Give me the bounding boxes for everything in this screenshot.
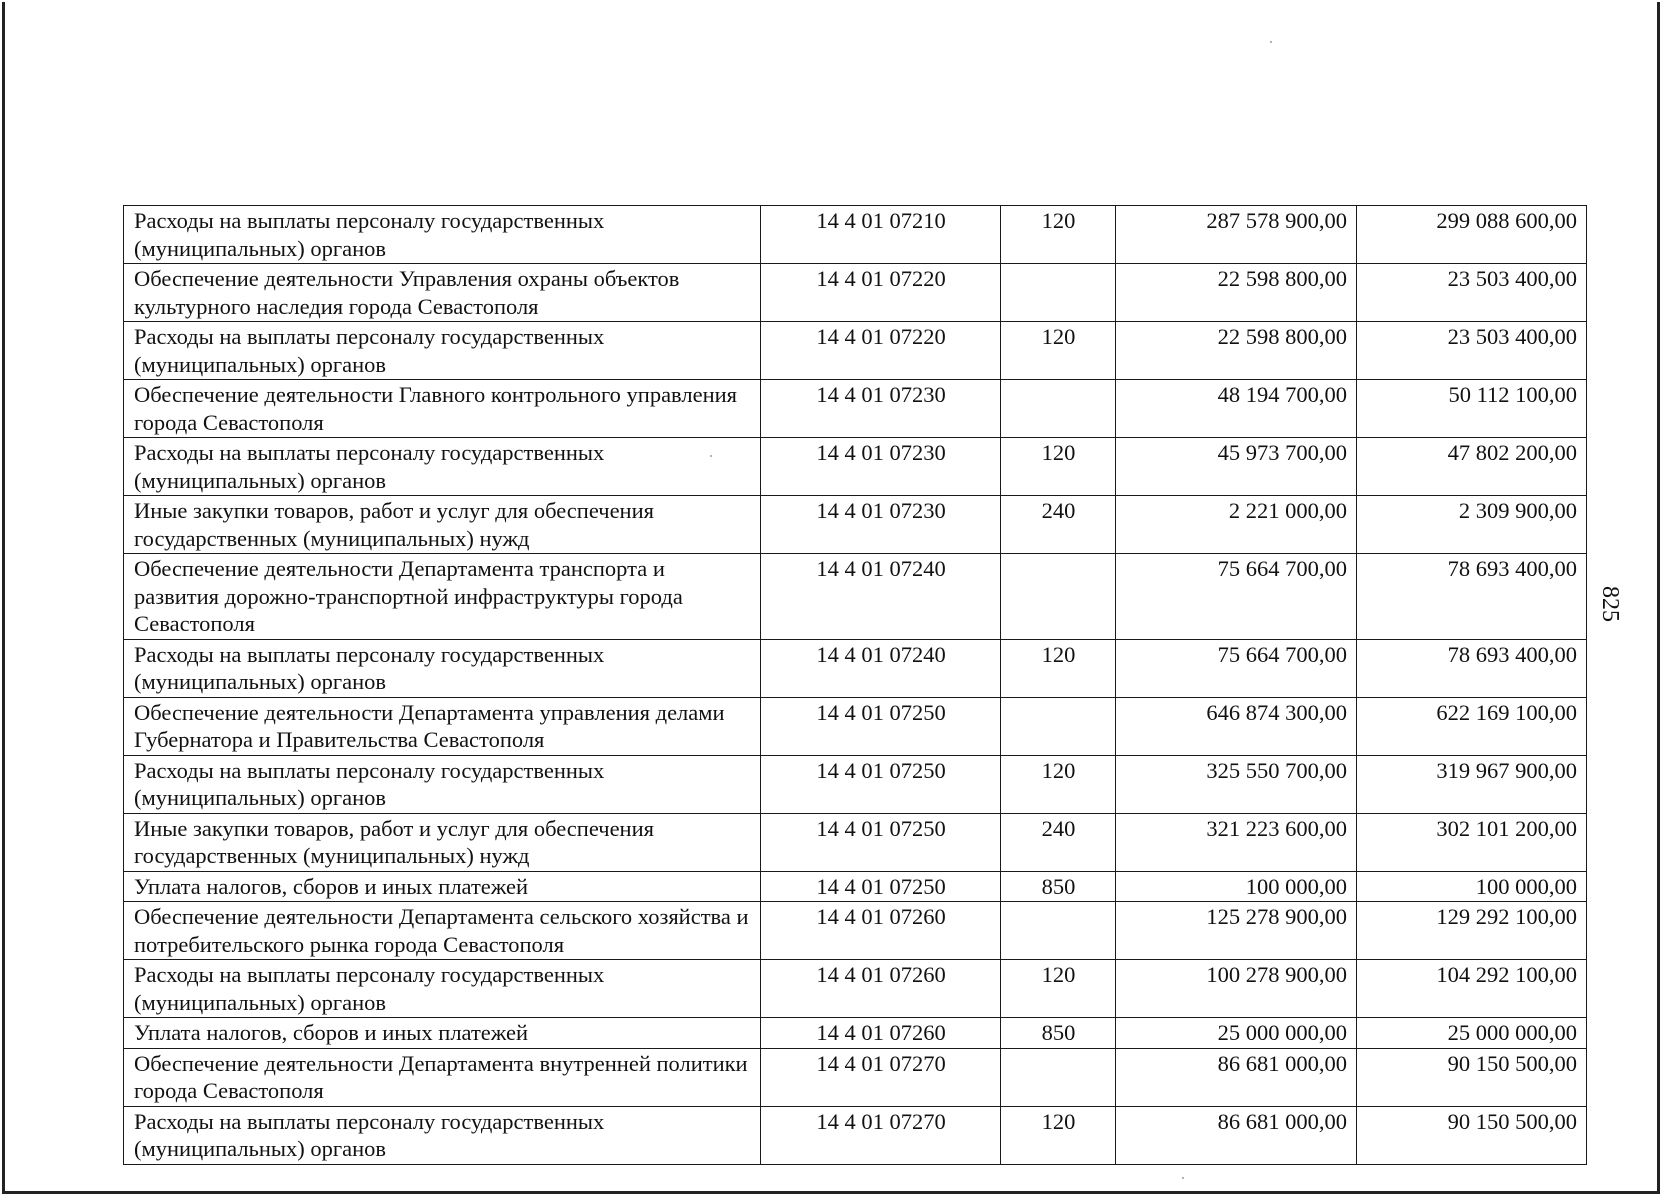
row-name-cell: Расходы на выплаты персоналу государственных (муниципальных) органов (124, 1106, 761, 1164)
row-amount-year2-cell: 2 309 900,00 (1357, 496, 1587, 554)
row-csr-cell: 14 4 01 07230 (761, 496, 1001, 554)
row-csr-cell: 14 4 01 07250 (761, 871, 1001, 902)
row-csr-cell: 14 4 01 07260 (761, 960, 1001, 1018)
row-name-cell: Расходы на выплаты персоналу государственных (муниципальных) органов (124, 206, 761, 264)
table-row (124, 1106, 1587, 1164)
row-name-cell: Иные закупки товаров, работ и услуг для обеспечения государственных (муниципальных) нужд (124, 813, 761, 871)
budget-table (123, 205, 1587, 1165)
table-row (124, 206, 1587, 264)
row-amount-year1-cell: 75 664 700,00 (1116, 554, 1357, 640)
row-vr-cell: 120 (1001, 960, 1116, 1018)
table-row (124, 496, 1587, 554)
table-row (124, 639, 1587, 697)
table-body (124, 206, 1587, 1165)
row-vr-cell: 120 (1001, 322, 1116, 380)
row-amount-year1-cell: 22 598 800,00 (1116, 264, 1357, 322)
row-name-cell: Иные закупки товаров, работ и услуг для обеспечения государственных (муниципальных) нужд (124, 496, 761, 554)
row-name-cell: Расходы на выплаты персоналу государственных (муниципальных) органов (124, 960, 761, 1018)
scan-speck (1270, 41, 1272, 43)
row-vr-cell (1001, 264, 1116, 322)
row-amount-year2-cell: 25 000 000,00 (1357, 1018, 1587, 1049)
table-row (124, 960, 1587, 1018)
row-csr-cell: 14 4 01 07240 (761, 554, 1001, 640)
row-csr-cell: 14 4 01 07220 (761, 322, 1001, 380)
row-amount-year2-cell: 622 169 100,00 (1357, 697, 1587, 755)
row-amount-year1-cell: 325 550 700,00 (1116, 755, 1357, 813)
row-amount-year1-cell: 45 973 700,00 (1116, 438, 1357, 496)
row-amount-year1-cell: 287 578 900,00 (1116, 206, 1357, 264)
row-name-cell: Уплата налогов, сборов и иных платежей (124, 1018, 761, 1049)
row-vr-cell: 120 (1001, 438, 1116, 496)
row-amount-year2-cell: 129 292 100,00 (1357, 902, 1587, 960)
row-amount-year1-cell: 86 681 000,00 (1116, 1106, 1357, 1164)
row-name-cell: Обеспечение деятельности Управления охраны объектов культурного наследия города Севастополя (124, 264, 761, 322)
scan-speck (1182, 1177, 1184, 1179)
row-csr-cell: 14 4 01 07270 (761, 1048, 1001, 1106)
row-amount-year1-cell: 75 664 700,00 (1116, 639, 1357, 697)
row-csr-cell: 14 4 01 07240 (761, 639, 1001, 697)
row-amount-year2-cell: 302 101 200,00 (1357, 813, 1587, 871)
row-vr-cell (1001, 554, 1116, 640)
row-name-cell: Обеспечение деятельности Департамента внутренней политики города Севастополя (124, 1048, 761, 1106)
row-vr-cell: 240 (1001, 813, 1116, 871)
row-amount-year2-cell: 78 693 400,00 (1357, 639, 1587, 697)
row-amount-year1-cell: 2 221 000,00 (1116, 496, 1357, 554)
table-row (124, 380, 1587, 438)
row-vr-cell: 120 (1001, 206, 1116, 264)
row-csr-cell: 14 4 01 07220 (761, 264, 1001, 322)
row-amount-year1-cell: 22 598 800,00 (1116, 322, 1357, 380)
row-csr-cell: 14 4 01 07260 (761, 1018, 1001, 1049)
table-row (124, 438, 1587, 496)
table-row (124, 1048, 1587, 1106)
table-row (124, 1018, 1587, 1049)
row-name-cell: Обеспечение деятельности Департамента сельского хозяйства и потребительского рынка города Севастополя (124, 902, 761, 960)
row-amount-year1-cell: 86 681 000,00 (1116, 1048, 1357, 1106)
row-name-cell: Обеспечение деятельности Департамента управления делами Губернатора и Правительства Севастополя (124, 697, 761, 755)
row-amount-year2-cell: 104 292 100,00 (1357, 960, 1587, 1018)
row-amount-year2-cell: 100 000,00 (1357, 871, 1587, 902)
row-name-cell: Уплата налогов, сборов и иных платежей (124, 871, 761, 902)
row-vr-cell (1001, 902, 1116, 960)
row-vr-cell: 120 (1001, 639, 1116, 697)
row-amount-year2-cell: 90 150 500,00 (1357, 1106, 1587, 1164)
row-name-cell: Обеспечение деятельности Департамента транспорта и развития дорожно-транспортной инфраструктуры города Севастополя (124, 554, 761, 640)
row-vr-cell: 850 (1001, 871, 1116, 902)
row-vr-cell: 240 (1001, 496, 1116, 554)
row-csr-cell: 14 4 01 07210 (761, 206, 1001, 264)
table-row (124, 264, 1587, 322)
row-amount-year2-cell: 23 503 400,00 (1357, 322, 1587, 380)
row-vr-cell (1001, 380, 1116, 438)
table-row (124, 755, 1587, 813)
row-csr-cell: 14 4 01 07250 (761, 813, 1001, 871)
row-amount-year1-cell: 646 874 300,00 (1116, 697, 1357, 755)
row-vr-cell: 850 (1001, 1018, 1116, 1049)
row-vr-cell (1001, 1048, 1116, 1106)
row-vr-cell (1001, 697, 1116, 755)
row-amount-year2-cell: 47 802 200,00 (1357, 438, 1587, 496)
row-csr-cell: 14 4 01 07250 (761, 755, 1001, 813)
row-amount-year2-cell: 90 150 500,00 (1357, 1048, 1587, 1106)
table-row (124, 322, 1587, 380)
row-csr-cell: 14 4 01 07250 (761, 697, 1001, 755)
table-row (124, 554, 1587, 640)
row-name-cell: Расходы на выплаты персоналу государственных (муниципальных) органов (124, 322, 761, 380)
row-csr-cell: 14 4 01 07230 (761, 438, 1001, 496)
row-amount-year2-cell: 319 967 900,00 (1357, 755, 1587, 813)
row-amount-year1-cell: 321 223 600,00 (1116, 813, 1357, 871)
row-amount-year1-cell: 125 278 900,00 (1116, 902, 1357, 960)
row-amount-year2-cell: 23 503 400,00 (1357, 264, 1587, 322)
row-amount-year1-cell: 100 000,00 (1116, 871, 1357, 902)
row-csr-cell: 14 4 01 07230 (761, 380, 1001, 438)
row-name-cell: Обеспечение деятельности Главного контрольного управления города Севастополя (124, 380, 761, 438)
row-amount-year1-cell: 100 278 900,00 (1116, 960, 1357, 1018)
row-name-cell: Расходы на выплаты персоналу государственных (муниципальных) органов (124, 438, 761, 496)
table-row (124, 871, 1587, 902)
row-vr-cell: 120 (1001, 755, 1116, 813)
row-csr-cell: 14 4 01 07260 (761, 902, 1001, 960)
row-name-cell: Расходы на выплаты персоналу государственных (муниципальных) органов (124, 639, 761, 697)
table-row (124, 697, 1587, 755)
page-number: 825 (1597, 586, 1623, 622)
row-amount-year2-cell: 299 088 600,00 (1357, 206, 1587, 264)
table-row (124, 902, 1587, 960)
table-row (124, 813, 1587, 871)
row-csr-cell: 14 4 01 07270 (761, 1106, 1001, 1164)
row-amount-year2-cell: 78 693 400,00 (1357, 554, 1587, 640)
row-amount-year1-cell: 48 194 700,00 (1116, 380, 1357, 438)
scan-speck (710, 455, 712, 457)
row-vr-cell: 120 (1001, 1106, 1116, 1164)
row-amount-year1-cell: 25 000 000,00 (1116, 1018, 1357, 1049)
row-amount-year2-cell: 50 112 100,00 (1357, 380, 1587, 438)
row-name-cell: Расходы на выплаты персоналу государственных (муниципальных) органов (124, 755, 761, 813)
